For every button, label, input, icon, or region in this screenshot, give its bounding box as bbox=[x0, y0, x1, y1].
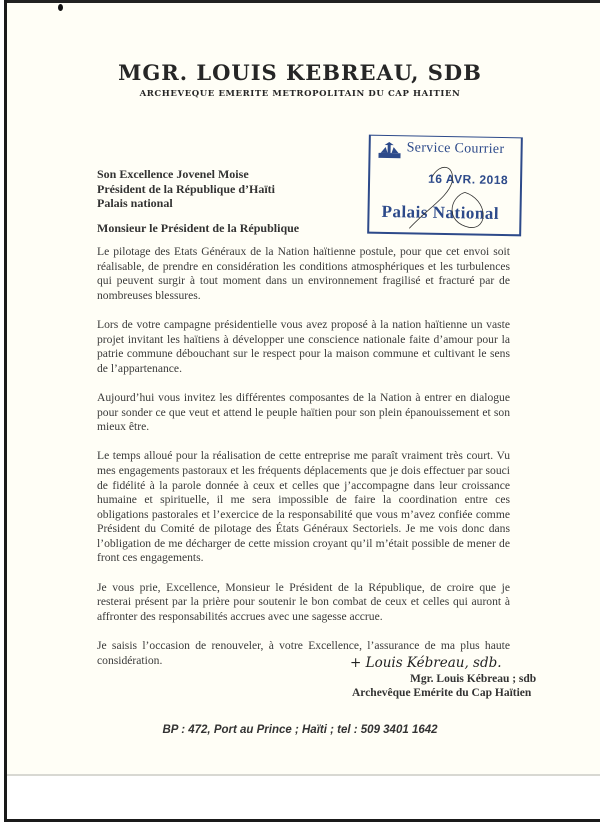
handwritten-signature: + Louis Kébreau, sdb. bbox=[350, 655, 502, 671]
scan-border-top bbox=[4, 0, 600, 3]
letterhead-name: MGR. LOUIS KEBREAU, SDB bbox=[118, 60, 482, 85]
paragraph-6: Je saisis l’occasion de renouveler, à votre Excellence, l’assurance de ma plus haute considération. bbox=[97, 639, 510, 667]
paragraph-3: Aujourd’hui vous invitez les différentes composantes de la Nation à entrer en dialogue pour sonder ce que veut et attend le peuple haïtien pour son plein épanouissement et son mieux être. bbox=[97, 390, 510, 434]
footer-contact: BP : 472, Port au Prince ; Haïti ; tel : 509 3401 1642 bbox=[162, 724, 438, 736]
stamp-date: 16 AVR. 2018 bbox=[427, 171, 509, 188]
stamp-palais-label: Palais National bbox=[381, 201, 500, 223]
paragraph-4: Le temps alloué pour la réalisation de cette entreprise me paraît vraiment très court. Vu mes engagements pastoraux et les fréquents déplacements que je dois effectuer par souci de fidélité à la parole donnée à ceux et celles que j’accompagne dans leur croissance humaine et spirituelle, il me sera impossible de faire la coordination entre ces obligations pastorales et l’exercice de la responsabilité que vous m’avez confiée comme Président du Comité de pilotage des États Généraux Sectoriels. Je me vois donc dans l’obligation de me décharger de cette mission croyant qu’il m’était possible de mener de front ces engagements. bbox=[97, 449, 510, 565]
recipient-line-2: Président de la République d’Haïti bbox=[97, 181, 276, 196]
scan-border-left bbox=[4, 0, 7, 822]
letter-body bbox=[97, 245, 510, 683]
ink-speck bbox=[58, 4, 63, 11]
letterhead-title: ARCHEVEQUE EMERITE METROPOLITAIN DU CAP HAITIEN bbox=[139, 89, 461, 99]
recipient-block bbox=[97, 167, 275, 211]
signatory-title: Archevêque Emérite du Cap Haïtien bbox=[352, 687, 532, 699]
scan-border-bottom bbox=[4, 819, 600, 822]
received-stamp bbox=[367, 135, 523, 237]
signatory-name: Mgr. Louis Kébreau ; sdb bbox=[410, 673, 537, 685]
coat-of-arms-icon bbox=[376, 141, 402, 159]
paragraph-2: Lors de votre campagne présidentielle vous avez proposé à la nation haïtienne un vaste projet invitant les haïtiens à développer une conscience nationale faite d’amour pour la patrie commune débouchant sur le respect pour la maison commune et cultivant le sens de l’appartenance. bbox=[97, 317, 510, 375]
salutation: Monsieur le Président de la République bbox=[97, 221, 300, 235]
paper-edge bbox=[7, 774, 600, 776]
letterhead bbox=[0, 60, 600, 99]
paragraph-5: Je vous prie, Excellence, Monsieur le Président de la République, de croire que je resterai présent par la prière pour soutenir le bon combat de ceux et celles qui auront à affronter des responsabilités accrues avec une sagesse accrue. bbox=[97, 580, 510, 623]
recipient-line-3: Palais national bbox=[97, 196, 173, 210]
stamp-service-label: Service Courrier bbox=[406, 140, 505, 158]
paragraph-1: Le pilotage des Etats Généraux de la Nation haïtienne postule, pour que cet envoi soit réalisable, de prendre en considération les conditions atmosphériques et les turbulences qui peuvent surgir à tout moment dans un environnement fragilisé et fracturé par de nombreuses blessures. bbox=[97, 245, 510, 302]
recipient-line-1: Son Excellence Jovenel Moise bbox=[97, 167, 249, 181]
